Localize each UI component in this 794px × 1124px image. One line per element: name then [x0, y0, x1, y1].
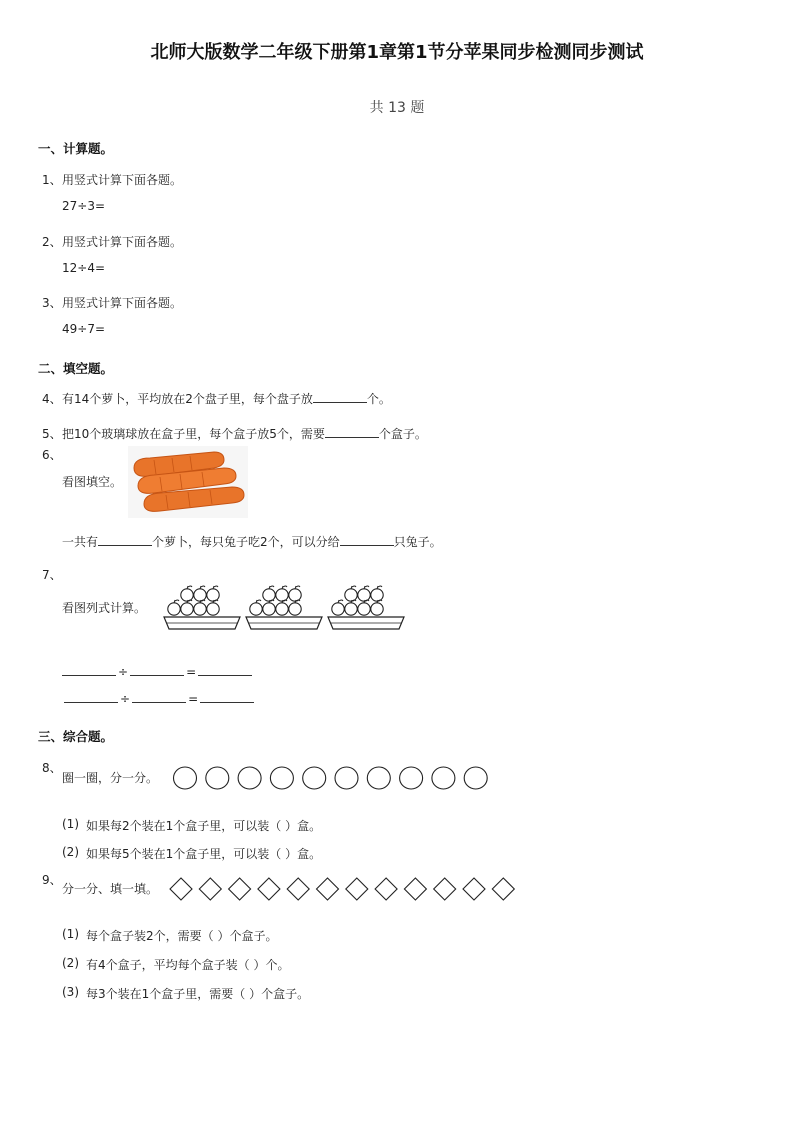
apple-icon	[371, 600, 383, 615]
diamond-shape	[287, 878, 309, 900]
question-6-line	[62, 533, 442, 550]
division-sign: ÷	[118, 665, 129, 679]
apple-plates-image	[163, 583, 408, 635]
diamond-shape	[317, 878, 339, 900]
diamond-shape	[434, 878, 456, 900]
question-text: 把10个玻璃球放在盒子里，每个盒子放5个，需要	[62, 427, 325, 441]
question-number: 4、	[42, 392, 62, 406]
apple-icon	[181, 600, 193, 615]
subquestion-text: 有4个盒子，平均每个盒子装（ ）个。	[86, 958, 290, 972]
answer-blank[interactable]	[313, 390, 367, 403]
circle-shape	[270, 767, 293, 789]
question-count: 共 13 题	[369, 100, 425, 116]
diamond-shape	[375, 878, 397, 900]
question-text: 一共有	[62, 535, 99, 549]
circle-shape	[335, 767, 358, 789]
circle-shape	[206, 767, 229, 789]
apple-icon	[358, 600, 370, 615]
subquestion-number: (3)	[62, 985, 79, 999]
question-number: 7、	[42, 568, 62, 582]
answer-blank[interactable]	[62, 663, 116, 676]
circle-shape	[367, 767, 390, 789]
answer-blank[interactable]	[325, 425, 379, 438]
circle-shape	[174, 767, 197, 789]
question-number: 8、	[42, 761, 62, 775]
apple-icon	[263, 600, 275, 615]
apple-plate	[246, 586, 322, 629]
subquestion-text: 每个盒子装2个，需要（ ）个盒子。	[86, 929, 278, 943]
equals-sign: =	[188, 692, 199, 706]
subquestion-number: (2)	[62, 956, 79, 970]
section-heading-calc: 一、计算题。	[38, 141, 114, 156]
question-text: 个盒子。	[378, 427, 427, 441]
subquestion-text: 如果每2个装在1个盒子里，可以装（ ）盒。	[86, 819, 322, 833]
question-prompt: 看图填空。	[62, 475, 123, 489]
apple-icon	[358, 586, 370, 601]
question-prompt: 圈一圈，分一分。	[62, 771, 159, 785]
answer-blank[interactable]	[200, 690, 254, 703]
apple-icon	[168, 600, 180, 615]
apple-icon	[207, 600, 219, 615]
subquestion-number: (2)	[62, 845, 79, 859]
apple-icon	[289, 586, 301, 601]
circle-shape	[238, 767, 261, 789]
apple-icon	[345, 586, 357, 601]
question-number: 6、	[42, 448, 62, 462]
question-number: 3、	[42, 296, 62, 310]
circle-shape	[464, 767, 487, 789]
apple-plate	[164, 586, 240, 629]
question-text: 只兔子。	[393, 535, 442, 549]
apple-icon	[276, 600, 288, 615]
answer-blank[interactable]	[98, 533, 152, 546]
subquestion-text: 每3个装在1个盒子里，需要（ ）个盒子。	[86, 987, 310, 1001]
diamonds-row	[170, 876, 520, 902]
diamond-shape	[258, 878, 280, 900]
question-prompt: 看图列式计算。	[62, 601, 147, 615]
diamond-shape	[346, 878, 368, 900]
equation-line-2	[64, 690, 254, 706]
question-4-line	[62, 390, 391, 407]
math-expression: 49÷7=	[62, 322, 106, 336]
carrots-image	[128, 446, 248, 518]
answer-blank[interactable]	[64, 690, 118, 703]
apple-icon	[276, 586, 288, 601]
equals-sign: =	[186, 665, 197, 679]
diamond-shape	[199, 878, 221, 900]
answer-blank[interactable]	[130, 663, 184, 676]
question-prompt: 分一分、填一填。	[62, 882, 159, 896]
apple-icon	[263, 586, 275, 601]
diamond-shape	[492, 878, 514, 900]
question-text: 个。	[366, 392, 391, 406]
math-expression: 12÷4=	[62, 261, 106, 275]
question-number: 9、	[42, 873, 62, 887]
subquestion-text: 如果每5个装在1个盒子里，可以装（ ）盒。	[86, 847, 322, 861]
section-heading-combined: 三、综合题。	[38, 729, 114, 744]
question-text: 用竖式计算下面各题。	[62, 173, 183, 187]
apple-icon	[289, 600, 301, 615]
subquestion-number: (1)	[62, 927, 79, 941]
question-text: 有14个萝卜，平均放在2个盘子里，每个盘子放	[62, 392, 313, 406]
question-number: 1、	[42, 173, 62, 187]
circle-shape	[303, 767, 326, 789]
apple-plate	[328, 586, 404, 629]
apple-icon	[250, 600, 262, 615]
answer-blank[interactable]	[198, 663, 252, 676]
question-5-line	[62, 425, 427, 442]
apple-icon	[332, 600, 344, 615]
diamond-shape	[170, 878, 192, 900]
circles-row	[172, 765, 498, 791]
question-text: 个萝卜，每只兔子吃2个，可以分给	[152, 535, 340, 549]
question-number: 2、	[42, 235, 62, 249]
answer-blank[interactable]	[132, 690, 186, 703]
division-sign: ÷	[120, 692, 131, 706]
diamond-shape	[229, 878, 251, 900]
math-expression: 27÷3=	[62, 199, 106, 213]
page-title: 北师大版数学二年级下册第1章第1节分苹果同步检测同步测试	[150, 42, 644, 63]
section-heading-fill: 二、填空题。	[38, 361, 114, 376]
apple-icon	[371, 586, 383, 601]
diamond-shape	[463, 878, 485, 900]
diamond-shape	[404, 878, 426, 900]
apple-icon	[194, 586, 206, 601]
subquestion-number: (1)	[62, 817, 79, 831]
apple-icon	[345, 600, 357, 615]
apple-icon	[181, 586, 193, 601]
answer-blank[interactable]	[340, 533, 394, 546]
circle-shape	[400, 767, 423, 789]
apple-icon	[194, 600, 206, 615]
question-text: 用竖式计算下面各题。	[62, 296, 183, 310]
circle-shape	[432, 767, 455, 789]
question-text: 用竖式计算下面各题。	[62, 235, 183, 249]
apple-icon	[207, 586, 219, 601]
equation-line-1	[62, 663, 252, 679]
question-number: 5、	[42, 427, 62, 441]
